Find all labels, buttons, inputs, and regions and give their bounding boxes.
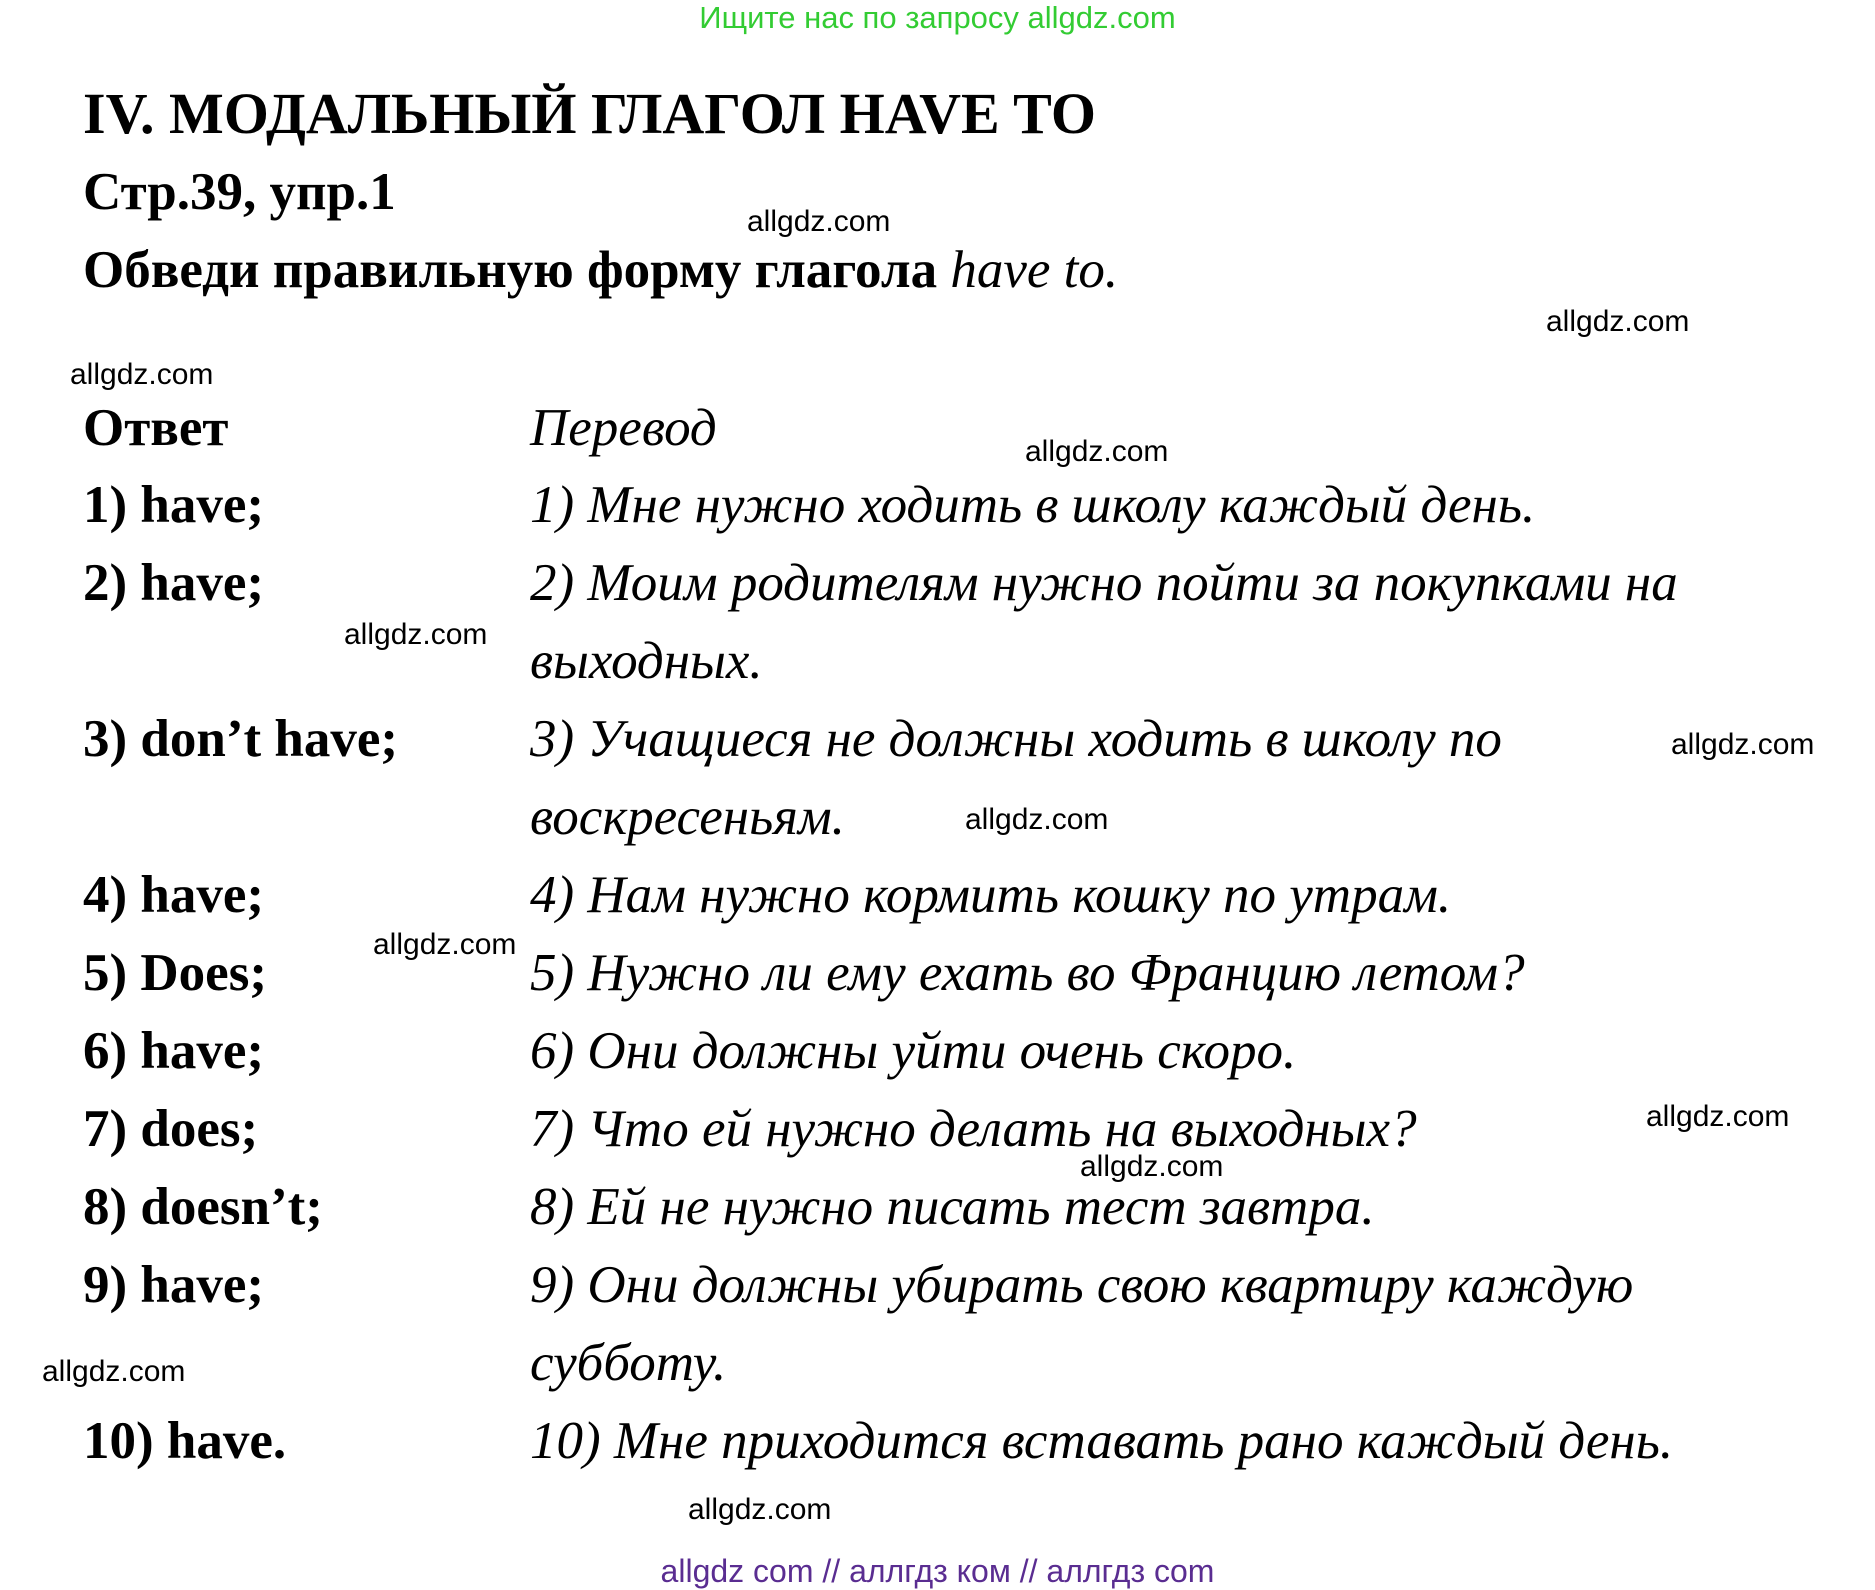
- page-exercise-reference: Стр.39, упр.1: [83, 163, 396, 221]
- translation-line: 7) Что ей нужно делать на выходных?: [530, 1100, 1417, 1158]
- exercise-instruction: [83, 240, 1118, 300]
- answer-item: 4) have;: [83, 866, 265, 924]
- answer-item: 6) have;: [83, 1022, 265, 1080]
- watermark: allgdz.com: [373, 928, 517, 961]
- translation-line: 8) Ей не нужно писать тест завтра.: [530, 1178, 1375, 1236]
- answer-item: 5) Does;: [83, 944, 267, 1002]
- search-hint-link[interactable]: Ищите нас по запросу allgdz.com: [699, 0, 1176, 35]
- watermark: allgdz.com: [70, 358, 214, 391]
- answer-item: 10) have.: [83, 1412, 287, 1470]
- instruction-verb: have to.: [950, 241, 1119, 299]
- translation-line: 4) Нам нужно кормить кошку по утрам.: [530, 866, 1452, 924]
- translation-line: 6) Они должны уйти очень скоро.: [530, 1022, 1297, 1080]
- watermark: allgdz.com: [1546, 305, 1690, 338]
- translation-line: 5) Нужно ли ему ехать во Францию летом?: [530, 944, 1525, 1002]
- watermark: allgdz.com: [1671, 728, 1815, 761]
- translation-line: выходных.: [530, 632, 763, 690]
- translation-line: 3) Учащиеся не должны ходить в школу по: [530, 710, 1502, 768]
- answer-item: 3) don’t have;: [83, 710, 399, 768]
- instruction-text: Обведи правильную форму глагола: [83, 241, 951, 299]
- answer-item: 1) have;: [83, 476, 265, 534]
- section-title: IV. МОДАЛЬНЫЙ ГЛАГОЛ HAVE TO: [83, 81, 1096, 146]
- watermark: allgdz.com: [1080, 1150, 1224, 1183]
- answer-item: 7) does;: [83, 1100, 259, 1158]
- translation-line: 10) Мне приходится вставать рано каждый день.: [530, 1412, 1674, 1470]
- translation-line: 2) Моим родителям нужно пойти за покупками на: [530, 554, 1678, 612]
- watermark: allgdz.com: [1646, 1100, 1790, 1133]
- watermark: allgdz.com: [688, 1493, 832, 1526]
- watermark: allgdz.com: [747, 205, 891, 238]
- translation-line: воскресеньям.: [530, 788, 845, 846]
- translation-line: субботу.: [530, 1334, 727, 1392]
- watermark: allgdz.com: [1025, 435, 1169, 468]
- footer-links[interactable]: allgdz com // аллгдз ком // аллгдз com: [660, 1553, 1215, 1589]
- translation-line: 9) Они должны убирать свою квартиру каждую: [530, 1256, 1634, 1314]
- watermark: allgdz.com: [344, 618, 488, 651]
- translation-line: 1) Мне нужно ходить в школу каждый день.: [530, 476, 1536, 534]
- watermark: allgdz.com: [965, 803, 1109, 836]
- answer-item: 8) doesn’t;: [83, 1178, 323, 1236]
- translation-column-heading: Перевод: [530, 399, 717, 457]
- answer-item: 9) have;: [83, 1256, 265, 1314]
- answer-column-heading: Ответ: [83, 399, 229, 457]
- watermark: allgdz.com: [42, 1355, 186, 1388]
- answer-item: 2) have;: [83, 554, 265, 612]
